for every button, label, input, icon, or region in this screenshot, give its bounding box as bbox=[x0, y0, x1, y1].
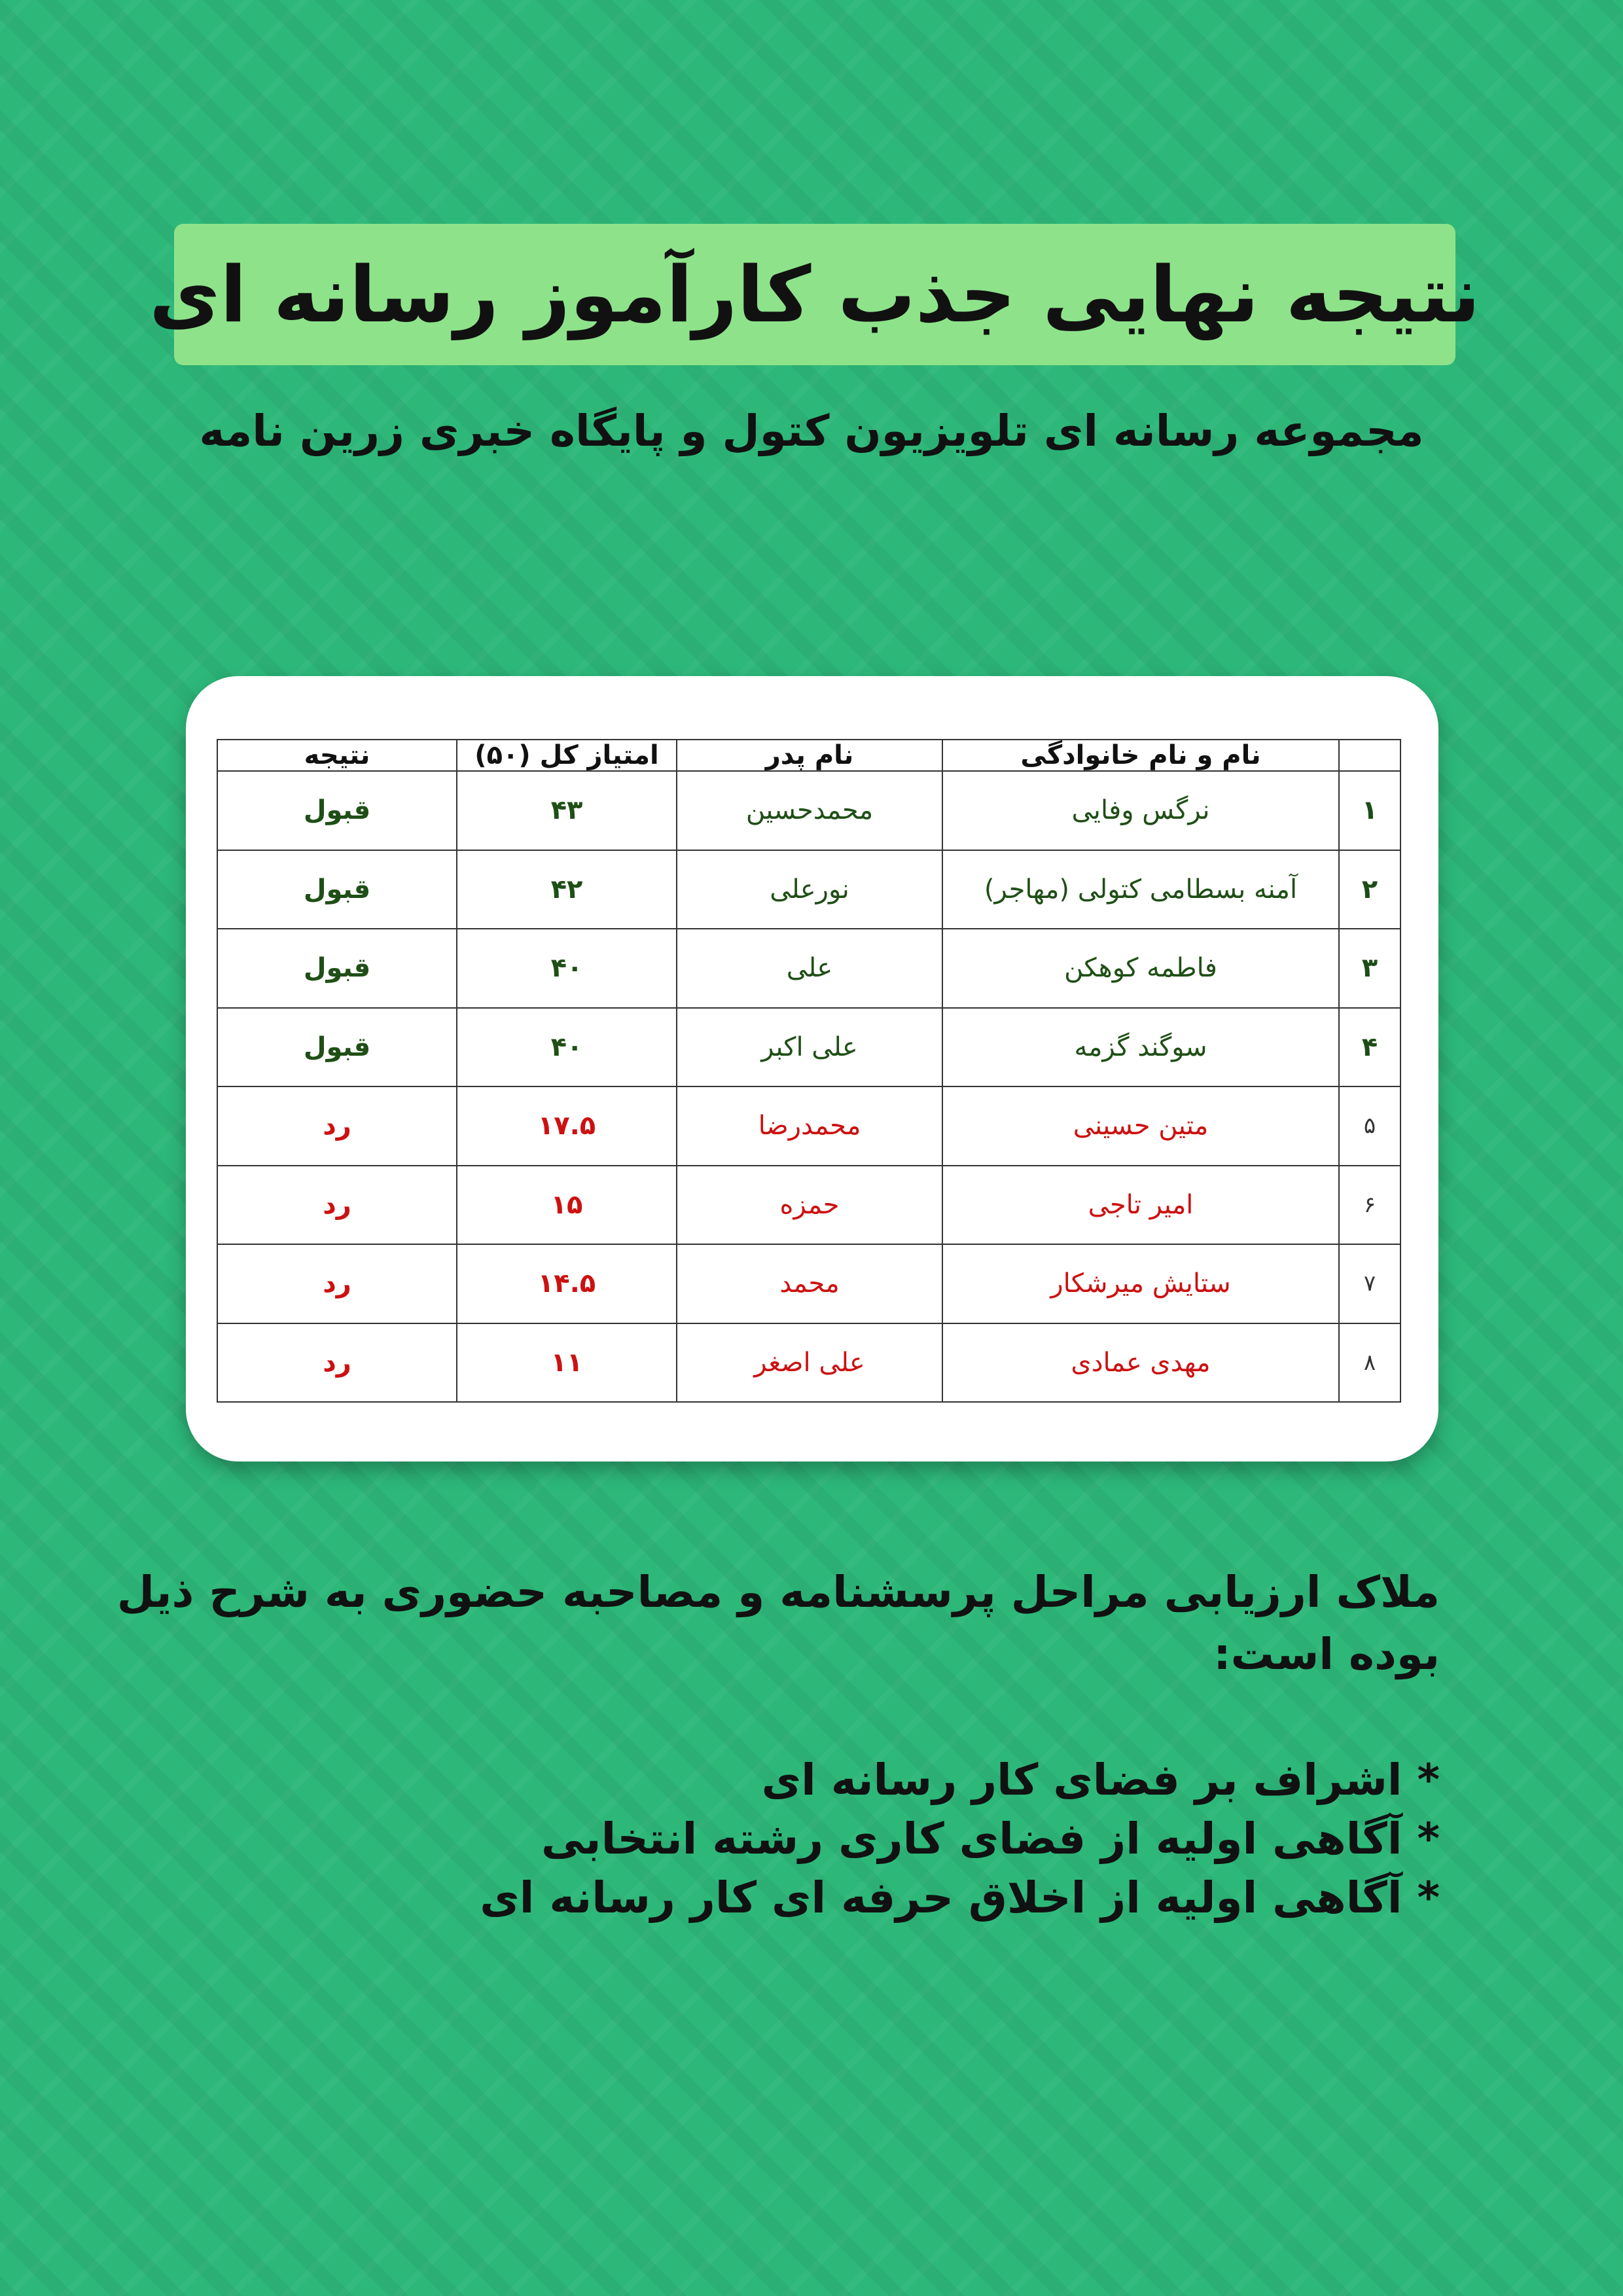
page-subtitle: مجموعه رسانه ای تلویزیون کتول و پایگاه خبری زرین نامه bbox=[199, 406, 1424, 456]
row-name: مهدی عمادی bbox=[942, 1323, 1339, 1403]
row-result: رد bbox=[217, 1086, 457, 1166]
table-row bbox=[217, 1086, 1400, 1166]
row-father: علی اصغر bbox=[677, 1323, 942, 1403]
header-father: نام پدر bbox=[677, 740, 942, 771]
row-index: ۸ bbox=[1339, 1323, 1400, 1403]
table-row bbox=[217, 1244, 1400, 1323]
row-score: ۱۴.۵ bbox=[457, 1244, 677, 1323]
table-header-row bbox=[217, 740, 1400, 771]
row-result: قبول bbox=[217, 850, 457, 929]
row-index: ۷ bbox=[1339, 1244, 1400, 1323]
row-score: ۴۰ bbox=[457, 929, 677, 1008]
table-row bbox=[217, 771, 1400, 850]
results-card bbox=[186, 676, 1438, 1462]
header-score: امتیاز کل (۵۰) bbox=[457, 740, 677, 771]
row-index: ۴ bbox=[1339, 1008, 1400, 1087]
criteria-item: * اشراف بر فضای کار رسانه ای bbox=[761, 1755, 1440, 1805]
row-name: نرگس وفایی bbox=[942, 771, 1339, 850]
row-result: قبول bbox=[217, 929, 457, 1008]
row-father: علی اکبر bbox=[677, 1008, 942, 1087]
row-score: ۴۳ bbox=[457, 771, 677, 850]
results-table bbox=[217, 739, 1401, 1403]
row-father: علی bbox=[677, 929, 942, 1008]
page-title: نتیجه نهایی جذب کارآموز رسانه ای bbox=[149, 249, 1480, 340]
criteria-list bbox=[157, 1751, 1440, 1928]
row-result: قبول bbox=[217, 771, 457, 850]
criteria-intro bbox=[116, 1561, 1440, 1685]
row-result: رد bbox=[217, 1323, 457, 1403]
table-row bbox=[217, 1166, 1400, 1245]
row-score: ۱۱ bbox=[457, 1323, 677, 1403]
header-result: نتیجه bbox=[217, 740, 457, 771]
row-score: ۱۵ bbox=[457, 1166, 677, 1245]
row-index: ۶ bbox=[1339, 1166, 1400, 1245]
table-row bbox=[217, 1323, 1400, 1403]
table-row bbox=[217, 929, 1400, 1008]
row-index: ۲ bbox=[1339, 850, 1400, 929]
row-result: قبول bbox=[217, 1008, 457, 1087]
row-score: ۱۷.۵ bbox=[457, 1086, 677, 1166]
row-name: فاطمه کوهکن bbox=[942, 929, 1339, 1008]
header-index bbox=[1339, 740, 1400, 771]
criteria-intro-line2: بوده است: bbox=[1213, 1629, 1440, 1679]
criteria-item: * آگاهی اولیه از فضای کاری رشته انتخابی bbox=[541, 1814, 1440, 1864]
title-banner bbox=[149, 224, 1480, 365]
row-index: ۱ bbox=[1339, 771, 1400, 850]
row-father: نورعلی bbox=[677, 850, 942, 929]
criteria-item: * آگاهی اولیه از اخلاق حرفه ای کار رسانه ای bbox=[480, 1873, 1440, 1923]
table-row bbox=[217, 1008, 1400, 1087]
row-index: ۵ bbox=[1339, 1086, 1400, 1166]
row-name: امیر تاجی bbox=[942, 1166, 1339, 1245]
row-index: ۳ bbox=[1339, 929, 1400, 1008]
table-row bbox=[217, 850, 1400, 929]
row-score: ۴۲ bbox=[457, 850, 677, 929]
row-name: متین حسینی bbox=[942, 1086, 1339, 1166]
row-father: محمد bbox=[677, 1244, 942, 1323]
row-father: محمدحسین bbox=[677, 771, 942, 850]
row-score: ۴۰ bbox=[457, 1008, 677, 1087]
row-father: محمدرضا bbox=[677, 1086, 942, 1166]
criteria-intro-line1: ملاک ارزیابی مراحل پرسشنامه و مصاحبه حضوری به شرح ذیل bbox=[116, 1567, 1440, 1617]
row-name: آمنه بسطامی کتولی (مهاجر) bbox=[942, 850, 1339, 929]
row-father: حمزه bbox=[677, 1166, 942, 1245]
header-name: نام و نام خانوادگی bbox=[942, 740, 1339, 771]
row-result: رد bbox=[217, 1244, 457, 1323]
row-name: ستایش میرشکار bbox=[942, 1244, 1339, 1323]
row-name: سوگند گزمه bbox=[942, 1008, 1339, 1087]
row-result: رد bbox=[217, 1166, 457, 1245]
